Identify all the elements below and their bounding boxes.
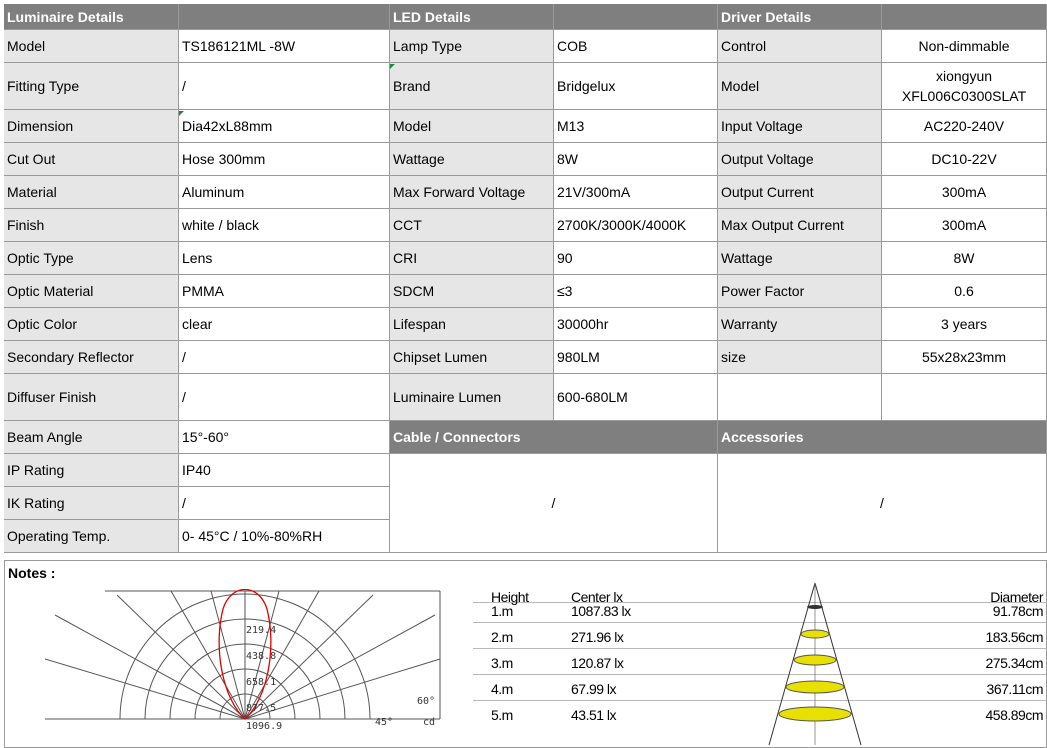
led-header-filler — [554, 4, 718, 30]
value-warranty: 3 years — [882, 308, 1047, 341]
empty-driver-label — [718, 374, 882, 421]
value-model: TS186121ML -8W — [179, 30, 390, 63]
label-cri: CRI — [390, 242, 554, 275]
polar-ring-label: 219.4 — [246, 625, 277, 636]
table-row — [473, 623, 1047, 649]
table-row — [473, 701, 1047, 727]
value-output-current: 300mA — [882, 176, 1047, 209]
polar-distribution-chart — [45, 589, 445, 729]
driver-model-line1: xiongyun — [935, 68, 993, 84]
label-cct: CCT — [390, 209, 554, 242]
label-sdcm: SDCM — [390, 275, 554, 308]
cell-diameter: 91.78cm — [992, 603, 1043, 619]
value-driver-model — [882, 63, 1047, 110]
label-optic-color: Optic Color — [4, 308, 179, 341]
label-warranty: Warranty — [718, 308, 882, 341]
value-driver-wattage: 8W — [882, 242, 1047, 275]
beam-ellipse-5m — [779, 707, 851, 721]
value-beam-angle: 15°-60° — [179, 421, 390, 454]
label-material: Material — [4, 176, 179, 209]
polar-radial — [55, 615, 245, 719]
value-size: 55x28x23mm — [882, 341, 1047, 374]
value-output-voltage: DC10-22V — [882, 143, 1047, 176]
led-details-header: LED Details — [390, 4, 554, 30]
value-ik-rating: / — [179, 487, 390, 520]
accessories-header: Accessories — [718, 421, 1047, 454]
cell-diameter: 275.34cm — [985, 655, 1043, 671]
value-lamp-type: COB — [554, 30, 718, 63]
value-optic-type: Lens — [179, 242, 390, 275]
value-control: Non-dimmable — [882, 30, 1047, 63]
label-control: Control — [718, 30, 882, 63]
polar-ring-label: 1096.9 — [246, 721, 283, 729]
cable-connectors-header: Cable / Connectors — [390, 421, 718, 454]
label-driver-model: Model — [718, 63, 882, 110]
cell-height: 3.m — [491, 655, 513, 671]
label-dimension: Dimension — [4, 110, 179, 143]
value-operating-temp: 0- 45°C / 10%-80%RH — [179, 520, 390, 553]
label-driver-wattage: Wattage — [718, 242, 882, 275]
label-optic-type: Optic Type — [4, 242, 179, 275]
polar-radial — [211, 591, 245, 719]
label-output-current: Output Current — [718, 176, 882, 209]
cell-center: 120.87 lx — [571, 655, 624, 671]
notes-section — [4, 560, 1047, 748]
polar-ring-label: 877.5 — [246, 703, 277, 714]
empty-driver-value — [882, 374, 1047, 421]
value-brand: Bridgelux — [554, 63, 718, 110]
value-finish: white / black — [179, 209, 390, 242]
label-beam-angle: Beam Angle — [4, 421, 179, 454]
label-luminaire-lumen: Luminaire Lumen — [390, 374, 554, 421]
value-max-forward-voltage: 21V/300mA — [554, 176, 718, 209]
label-max-output-current: Max Output Current — [718, 209, 882, 242]
label-fitting-type: Fitting Type — [4, 63, 179, 110]
value-power-factor: 0.6 — [882, 275, 1047, 308]
value-sdcm: ≤3 — [554, 275, 718, 308]
header-height: Height — [491, 589, 529, 605]
header-center-lx: Center lx — [571, 589, 623, 605]
label-max-forward-voltage: Max Forward Voltage — [390, 176, 554, 209]
beam-ellipse-2m — [801, 630, 829, 638]
polar-ring-label: 658.1 — [246, 677, 277, 688]
cable-connectors-value: / — [390, 454, 718, 553]
value-input-voltage: AC220-240V — [882, 110, 1047, 143]
cell-center: 1087.83 lx — [571, 603, 631, 619]
table-row — [473, 649, 1047, 675]
luminaire-header-filler — [179, 4, 390, 30]
label-lamp-type: Lamp Type — [390, 30, 554, 63]
label-ip-rating: IP Rating — [4, 454, 179, 487]
polar-angle-45: 45° — [375, 717, 394, 728]
value-fitting-type: / — [179, 63, 390, 110]
value-wattage: 8W — [554, 143, 718, 176]
value-optic-material: PMMA — [179, 275, 390, 308]
driver-details-header: Driver Details — [718, 4, 882, 30]
label-model: Model — [4, 30, 179, 63]
cell-center: 67.99 lx — [571, 681, 617, 697]
label-wattage: Wattage — [390, 143, 554, 176]
cell-center: 271.96 lx — [571, 629, 624, 645]
value-cri: 90 — [554, 242, 718, 275]
cell-diameter: 458.89cm — [985, 707, 1043, 723]
value-material: Aluminum — [179, 176, 390, 209]
cell-note-marker — [179, 111, 184, 116]
value-cut-out: Hose 300mm — [179, 143, 390, 176]
value-max-output-current: 300mA — [882, 209, 1047, 242]
label-chipset-lumen: Chipset Lumen — [390, 341, 554, 374]
label-finish: Finish — [4, 209, 179, 242]
table-row — [473, 597, 1047, 623]
cell-diameter: 183.56cm — [985, 629, 1043, 645]
label-output-voltage: Output Voltage — [718, 143, 882, 176]
cell-height: 5.m — [491, 707, 513, 723]
value-luminaire-lumen: 600-680LM — [554, 374, 718, 421]
header-diameter: Diameter — [990, 589, 1043, 605]
label-input-voltage: Input Voltage — [718, 110, 882, 143]
cell-diameter: 367.11cm — [986, 681, 1043, 697]
luminaire-details-header: Luminaire Details — [4, 4, 179, 30]
label-ik-rating: IK Rating — [4, 487, 179, 520]
beam-ellipse-4m — [786, 681, 844, 693]
notes-title: Notes : — [8, 565, 56, 581]
spec-sheet — [4, 4, 1047, 748]
polar-angle-60: 60° — [417, 696, 436, 707]
value-dimension: Dia42xL88mm — [179, 110, 390, 143]
value-led-model: M13 — [554, 110, 718, 143]
polar-ring-label: 438.8 — [246, 651, 277, 662]
label-power-factor: Power Factor — [718, 275, 882, 308]
cell-height: 4.m — [491, 681, 513, 697]
driver-model-line2: XFL006C0300SLAT — [901, 88, 1027, 104]
polar-unit: cd — [423, 717, 436, 728]
label-brand: Brand — [390, 63, 554, 110]
table-row — [473, 675, 1047, 701]
label-lifespan: Lifespan — [390, 308, 554, 341]
label-secondary-reflector: Secondary Reflector — [4, 341, 179, 374]
cell-note-marker — [390, 64, 395, 69]
label-cut-out: Cut Out — [4, 143, 179, 176]
label-size: size — [718, 341, 882, 374]
value-ip-rating: IP40 — [179, 454, 390, 487]
cell-height: 1.m — [491, 603, 513, 619]
beam-cone-diagram — [765, 581, 865, 747]
value-optic-color: clear — [179, 308, 390, 341]
cell-center: 43.51 lx — [571, 707, 617, 723]
value-chipset-lumen: 980LM — [554, 341, 718, 374]
value-cct: 2700K/3000K/4000K — [554, 209, 718, 242]
value-lifespan: 30000hr — [554, 308, 718, 341]
driver-header-filler — [882, 4, 1047, 30]
label-optic-material: Optic Material — [4, 275, 179, 308]
cell-height: 2.m — [491, 629, 513, 645]
label-operating-temp: Operating Temp. — [4, 520, 179, 553]
value-diffuser-finish: / — [179, 374, 390, 421]
label-diffuser-finish: Diffuser Finish — [4, 374, 179, 421]
label-led-model: Model — [390, 110, 554, 143]
value-secondary-reflector: / — [179, 341, 390, 374]
beam-ellipse-1m — [807, 605, 823, 609]
beam-ellipse-3m — [794, 655, 836, 665]
accessories-value: / — [718, 454, 1047, 553]
